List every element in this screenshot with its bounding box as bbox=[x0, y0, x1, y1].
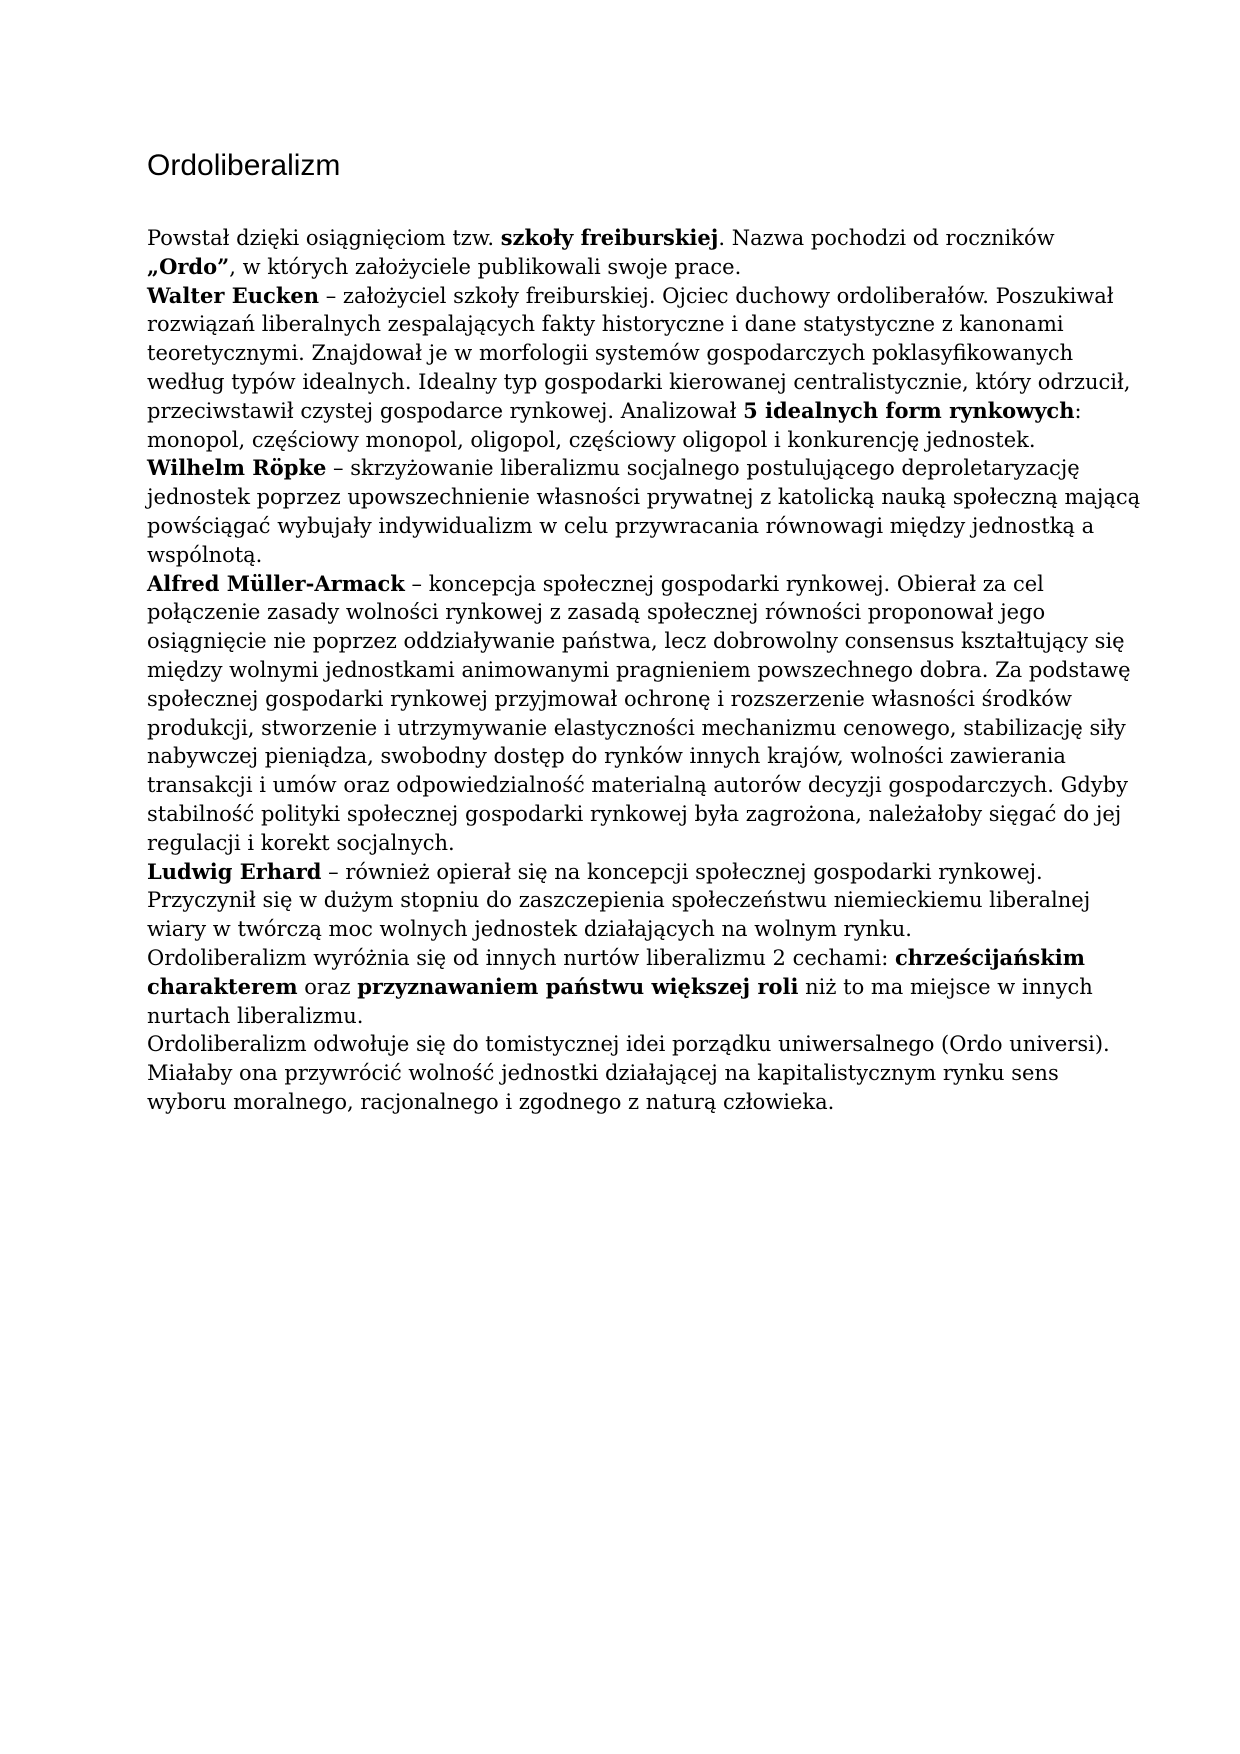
text-line bbox=[147, 973, 1107, 1002]
document-body bbox=[147, 224, 1141, 1117]
text-run: niż to ma miejsce w innych bbox=[798, 974, 1093, 999]
text-run: wspólnotą. bbox=[147, 542, 263, 567]
text-line bbox=[147, 426, 1107, 455]
bold-text: szkoły freiburskiej bbox=[500, 225, 719, 250]
text-run: Przyczynił się w dużym stopniu do zaszczepienia społeczeństwu niemieckiemu liberalnej bbox=[147, 888, 1091, 913]
text-line bbox=[147, 1002, 1107, 1031]
text-run: transakcji i umów oraz odpowiedzialność materialną autorów decyzji gospodarczych. Gdyby bbox=[147, 773, 1129, 798]
text-run: – skrzyżowanie liberalizmu socjalnego postulującego deproletaryzację bbox=[326, 456, 1080, 481]
text-run: osiągnięcie nie poprzez oddziaływanie państwa, lecz dobrowolny consensus kształtujący się bbox=[147, 629, 1125, 654]
text-line bbox=[147, 627, 1125, 656]
bold-text: Ludwig Erhard bbox=[147, 858, 322, 884]
text-run: – koncepcja społecznej gospodarki rynkowej. Obierał za cel bbox=[404, 571, 1044, 596]
text-run: wyboru moralnego, racjonalnego i zgodnego z naturą człowieka. bbox=[147, 1089, 835, 1114]
text-run: oraz bbox=[297, 974, 358, 999]
text-run: : bbox=[1074, 398, 1082, 423]
text-line bbox=[147, 1059, 1107, 1088]
text-line bbox=[147, 858, 1107, 887]
text-run: jednostek poprzez upowszechnienie własności prywatnej z katolicką nauką społeczną mającą bbox=[147, 485, 1141, 510]
text-line bbox=[147, 570, 1107, 599]
text-line bbox=[147, 224, 1107, 253]
text-line bbox=[147, 541, 1107, 570]
text-line bbox=[147, 598, 1107, 627]
bold-text: przyznawaniem państwu większej roli bbox=[357, 973, 799, 999]
text-line bbox=[147, 483, 1141, 512]
text-line bbox=[147, 800, 1122, 829]
bold-text: 5 idealnych form rynkowych bbox=[743, 397, 1075, 423]
text-run: przeciwstawił czystej gospodarce rynkowej. Analizował bbox=[147, 398, 744, 423]
text-run: Miałaby ona przywrócić wolność jednostki działającej na kapitalistycznym rynku sens bbox=[147, 1061, 1059, 1086]
bold-text: chrześcijańskim bbox=[894, 944, 1086, 970]
text-run: rozwiązań liberalnych zespalających fakty historyczne i dane statystyczne z kanonami bbox=[147, 312, 1064, 337]
text-line bbox=[147, 829, 1107, 858]
text-line bbox=[147, 656, 1131, 685]
bold-text: charakterem bbox=[147, 973, 298, 999]
text-run: regulacji i korekt socjalnych. bbox=[147, 830, 455, 855]
bold-text: „Ordo” bbox=[147, 253, 230, 279]
text-line bbox=[147, 915, 1107, 944]
text-run: . Nazwa pochodzi od roczników bbox=[718, 226, 1055, 250]
text-run: teoretycznymi. Znajdował je w morfologii systemów gospodarczych poklasyfikowanych bbox=[147, 341, 1074, 366]
text-run: , w których założyciele publikowali swoje prace. bbox=[229, 254, 742, 279]
text-line bbox=[147, 368, 1131, 397]
text-line bbox=[147, 454, 1107, 483]
text-run: – założyciel szkoły freiburskiej. Ojciec duchowy ordoliberałów. Poszukiwał bbox=[319, 283, 1114, 308]
text-line bbox=[147, 742, 1107, 771]
bold-text: Wilhelm Röpke bbox=[147, 455, 327, 481]
text-run: nabywczej pieniądza, swobodny dostęp do rynków innych krajów, wolności zawierania bbox=[147, 744, 1066, 769]
bold-text: Walter Eucken bbox=[147, 282, 320, 308]
text-line bbox=[147, 1030, 1110, 1059]
bold-text: Alfred Müller-Armack bbox=[147, 570, 405, 596]
text-run: wiary w twórczą moc wolnych jednostek działających na wolnym rynku. bbox=[147, 917, 912, 942]
text-line bbox=[147, 886, 1107, 915]
text-line bbox=[147, 771, 1129, 800]
text-run: Powstał dzięki osiągnięciom tzw. bbox=[147, 226, 501, 250]
text-run: społecznej gospodarki rynkowej przyjmował ochronę i rozszerzenie własności środków bbox=[147, 686, 1072, 711]
text-line bbox=[147, 512, 1107, 541]
text-line bbox=[147, 310, 1107, 339]
text-line bbox=[147, 944, 1107, 973]
text-run: połączenie zasady wolności rynkowej z zasadą społecznej równości proponował jego bbox=[147, 600, 1046, 625]
text-run: stabilność polityki społecznej gospodarki rynkowej była zagrożona, należałoby sięgać do jej bbox=[147, 801, 1122, 826]
text-run: monopol, częściowy monopol, oligopol, częściowy oligopol i konkurencję jednostek. bbox=[147, 427, 1036, 452]
text-line bbox=[147, 685, 1107, 714]
text-line bbox=[147, 253, 1107, 282]
text-run: powściągać wybujały indywidualizm w celu przywracania równowagi między jednostką a bbox=[147, 513, 1095, 538]
text-line bbox=[147, 397, 1107, 426]
text-run: produkcji, stworzenie i utrzymywanie elastyczności mechanizmu cenowego, stabilizację siły bbox=[147, 715, 1126, 740]
text-run: – również opierał się na koncepcji społecznej gospodarki rynkowej. bbox=[321, 859, 1043, 884]
text-line bbox=[147, 339, 1107, 368]
text-line bbox=[147, 282, 1114, 311]
text-run: według typów idealnych. Idealny typ gospodarki kierowanej centralistycznie, który odrzucił, bbox=[147, 369, 1131, 394]
text-line bbox=[147, 1088, 1107, 1117]
text-run: Ordoliberalizm wyróżnia się od innych nurtów liberalizmu 2 cechami: bbox=[147, 945, 895, 970]
text-run: Ordoliberalizm odwołuje się do tomistycznej idei porządku uniwersalnego (Ordo universi). bbox=[147, 1032, 1110, 1057]
document-title: Ordoliberalizm bbox=[147, 149, 341, 182]
text-line bbox=[147, 714, 1126, 743]
text-run: między wolnymi jednostkami animowanymi pragnieniem powszechnego dobra. Za podstawę bbox=[147, 657, 1131, 682]
text-run: nurtach liberalizmu. bbox=[147, 1003, 364, 1028]
